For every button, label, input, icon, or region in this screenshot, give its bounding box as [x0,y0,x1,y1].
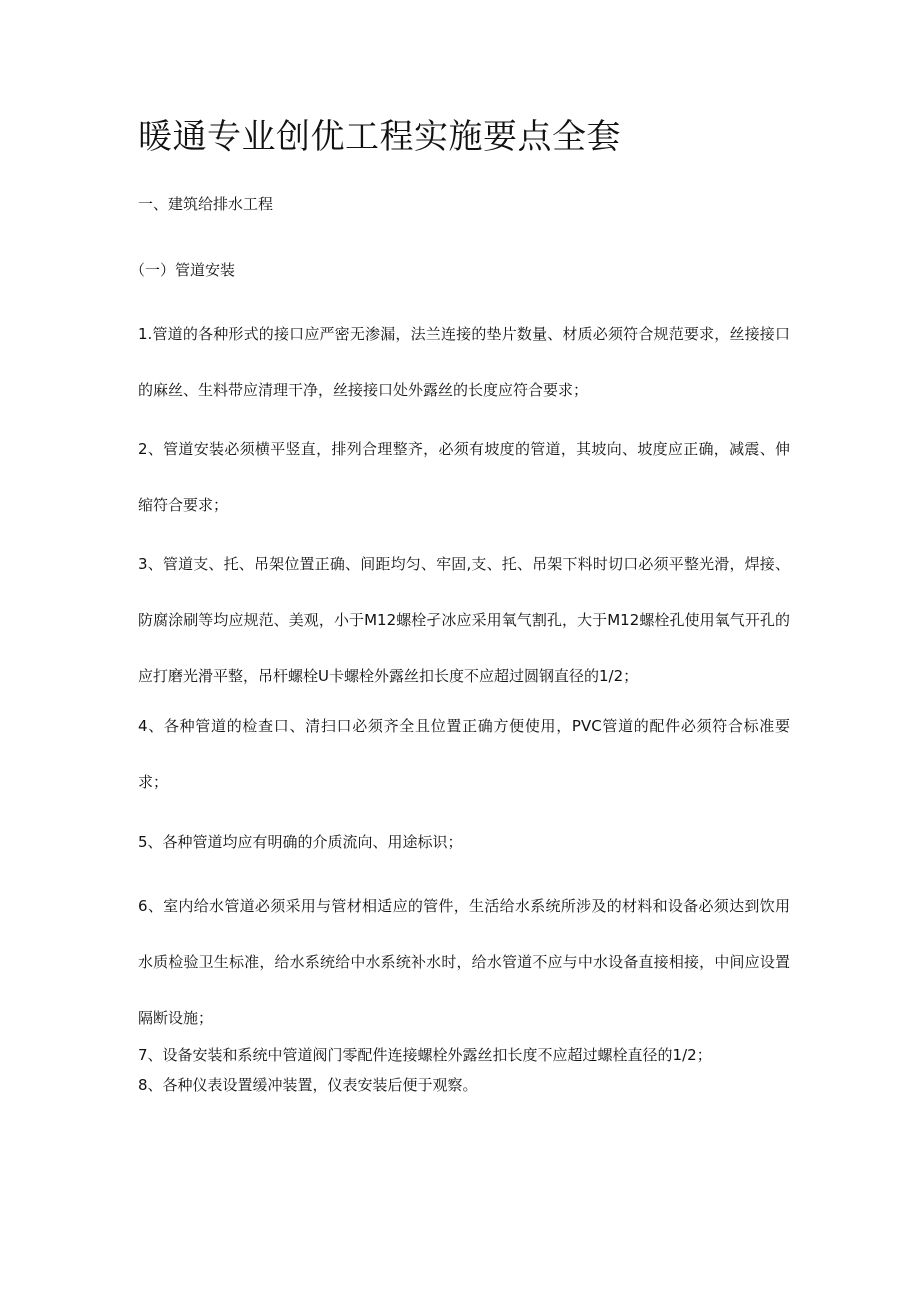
paragraph-5: 5、各种管道均应有明确的介质流向、用途标识； [138,833,463,851]
paragraph-1: 1.管道的各种形式的接口应严密无渗漏，法兰连接的垫片数量、材质必须符合规范要求，丝接接口的麻丝、生料带应清理干净，丝接接口处外露丝的长度应符合要求； [138,325,790,399]
paragraph-6: 6、室内给水管道必须采用与管材相适应的管件，生活给水系统所涉及的材料和设备必须达到饮用水质检验卫生标准，给水系统给中水系统补水时，给水管道不应与中水设备直接相接，中间应设置隔断设施； [138,897,790,1027]
paragraph-4: 4、各种管道的检查口、清扫口必须齐全且位置正确方便使用，PVC管道的配件必须符合标准要求； [138,717,790,791]
paragraph-8: 8、各种仪表设置缓冲装置，仪表安装后便于观察。 [138,1076,478,1094]
paragraph-2: 2、管道安装必须横平竖直，排列合理整齐，必须有坡度的管道，其坡向、坡度应正确，减震、伸缩符合要求； [138,440,790,514]
paragraph-3: 3、管道支、托、吊架位置正确、间距均匀、牢固,支、托、吊架下料时切口必须平整光滑，焊接、防腐涂刷等均应规范、美观，小于M12螺栓孑冰应采用氧气割孔，大于M12螺栓孔使用氧气开孔的应打磨光滑平整，吊杆螺栓U卡螺栓外露丝扣长度不应超过圆钢直径的1/2； [138,555,790,685]
document-title: 暖通专业创优工程实施要点全套 [138,117,621,157]
subsection-heading: （一）管道安装 [130,261,236,279]
section-heading: 一、建筑给排水工程 [138,195,274,213]
paragraph-7: 7、设备安装和系统中管道阀门零配件连接螺栓外露丝扣长度不应超过螺栓直径的1/2； [138,1046,712,1064]
